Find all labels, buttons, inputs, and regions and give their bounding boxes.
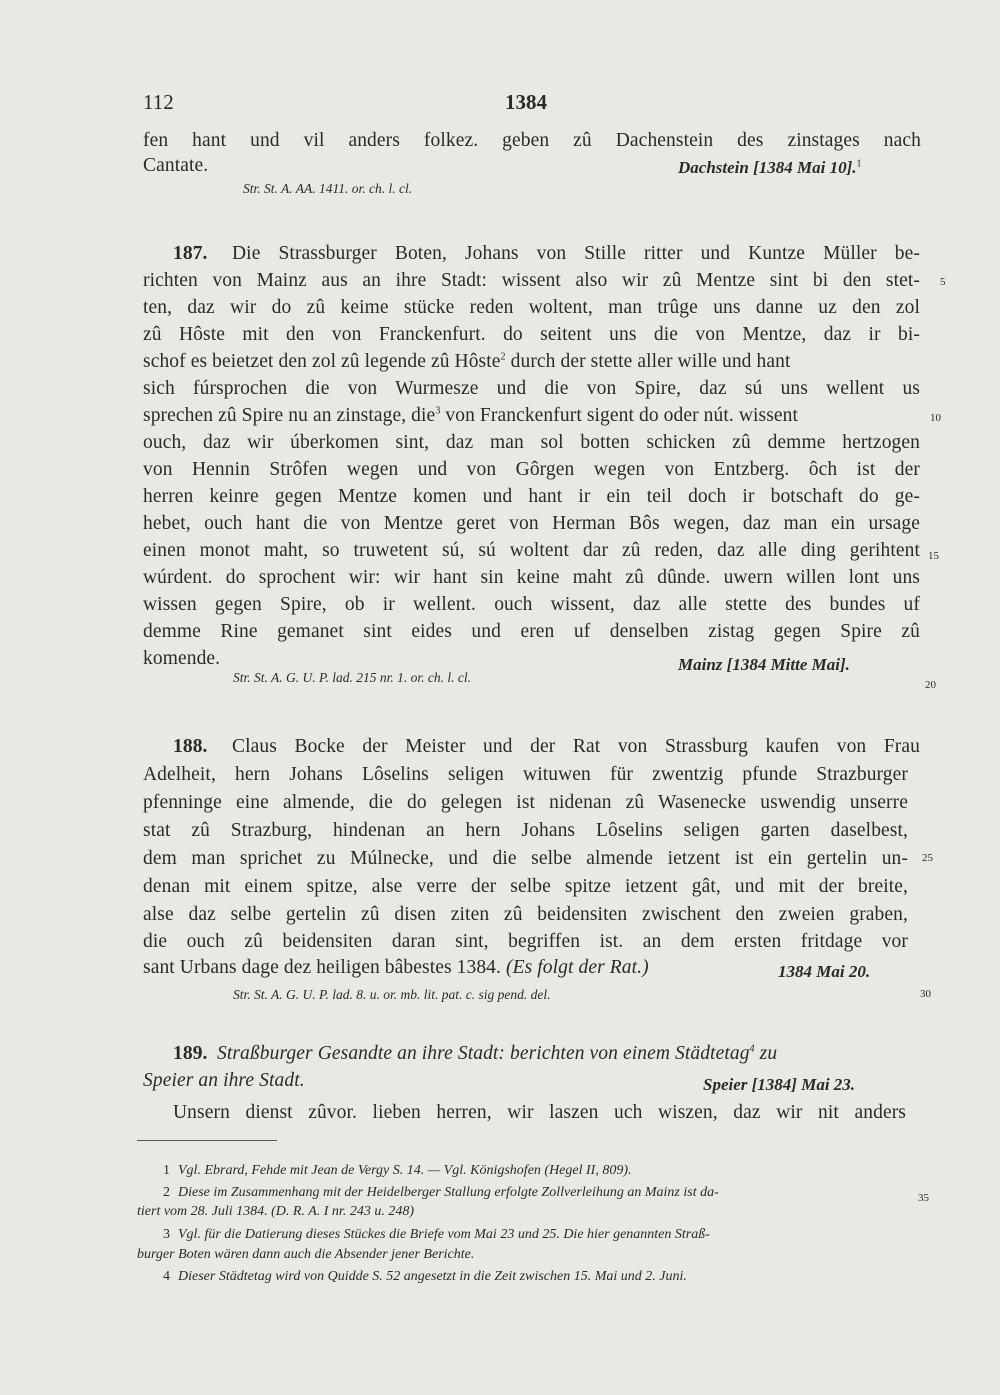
- text-line: Claus Bocke der Meister und der Rat von Strassburg kaufen von Frau: [232, 736, 920, 757]
- text-line: von Hennin Strôfen wegen und von Gôrgen wegen von Entzberg. ôch ist der: [143, 459, 920, 480]
- text-line: stat zû Strazburg, hindenan an hern Johans Lôselins seligen garten daselbest,: [143, 820, 908, 841]
- footnote: [163, 1227, 710, 1243]
- regest-heading: Speier an ihre Stadt.: [143, 1070, 305, 1091]
- text-fragment: schof es beietzet den zol zû legende zû Hôste: [143, 351, 501, 372]
- text-line: pfenninge eine almende, die do gelegen ist nidenan zû Wasenecke uswendig unserre: [143, 792, 908, 813]
- document-number: 188.: [173, 736, 208, 757]
- text-line: [143, 351, 790, 373]
- footnote-text: Vgl. Ebrard, Fehde mit Jean de Vergy S. 14. — Vgl. Königshofen (Hegel II, 809).: [178, 1163, 632, 1178]
- text-line: die ouch zû beidensiten daran sint, begriffen ist. an dem ersten fritdage vor: [143, 931, 908, 952]
- page-number: 112: [143, 90, 174, 114]
- footnote-ref: 1: [856, 158, 862, 170]
- footnote-mark: 3: [163, 1227, 170, 1242]
- footnote-mark: 1: [163, 1163, 170, 1178]
- footnote-ref: 2: [500, 351, 506, 363]
- text-line: fen hant und vil anders folkez. geben zû Dachenstein des zinstages nach: [143, 130, 921, 151]
- text-line: hebet, ouch hant die von Mentze geret von Herman Bôs wegen, daz man ein ursage: [143, 513, 920, 534]
- text-line: herren keinre gegen Mentze komen und hant ir ein teil doch ir botschaft do ge-: [143, 486, 920, 507]
- text-fragment-italic: (Es folgt der Rat.): [505, 957, 649, 978]
- text-line: ouch, daz wir úberkomen sint, daz man sol botten schicken zû demme hertzogen: [143, 432, 920, 453]
- footnote-ref: 3: [435, 405, 441, 417]
- dating: Speier [1384] Mai 23.: [703, 1075, 856, 1094]
- regest-heading: [217, 1043, 777, 1065]
- text-line: Unsern dienst zûvor. lieben herren, wir laszen uch wiszen, daz wir nit anders: [173, 1102, 906, 1123]
- dating: Mainz [1384 Mitte Mai].: [678, 655, 850, 674]
- text-line: [143, 405, 798, 427]
- text-line: wissen gegen Spire, ob ir wellent. ouch wissent, daz alle stette des bundes uf: [143, 594, 920, 615]
- dating-text: Dachstein [1384 Mai 10].: [678, 158, 857, 177]
- dating: [678, 158, 862, 178]
- heading-text: Straßburger Gesandte an ihre Stadt: berichten von einem Städtetag: [217, 1043, 750, 1064]
- text-line: denan mit einem spitze, alse verre der selbe spitze ietzent gât, und mit der breite,: [143, 876, 908, 897]
- footnote-mark: 2: [163, 1185, 170, 1200]
- source-citation: Str. St. A. G. U. P. lad. 8. u. or. mb. lit. pat. c. sig pend. del.: [233, 987, 551, 1002]
- text-line: Adelheit, hern Johans Lôselins seligen wituwen für zwentzig pfunde Strazburger: [143, 764, 908, 785]
- text-fragment: sprechen zû Spire nu an zinstage, die: [143, 405, 436, 426]
- text-line: alse daz selbe gertelin zû disen ziten zû beidensiten zwischent den zweien graben,: [143, 904, 908, 925]
- text-line: einen monot maht, so truwetent sú, sú woltent dar zû reden, daz alle ding gerihtent: [143, 540, 920, 561]
- footnote: [163, 1185, 719, 1201]
- line-number: 15: [928, 550, 939, 562]
- text-fragment: durch der stette aller wille und hant: [510, 351, 791, 372]
- text-line: sich fúrsprochen die von Wurmesze und die von Spire, daz sú uns wellent us: [143, 378, 920, 399]
- footnote-text: Dieser Städtetag wird von Quidde S. 52 angesetzt in die Zeit zwischen 15. Mai und 2. Juni.: [178, 1269, 687, 1284]
- text-line: Cantate.: [143, 155, 209, 176]
- text-line: dem man sprichet zu Múlnecke, und die selbe almende ietzent ist ein gertelin un-: [143, 848, 908, 869]
- line-number: 20: [925, 679, 936, 691]
- source-citation: Str. St. A. AA. 1411. or. ch. l. cl.: [243, 181, 413, 196]
- line-number: 35: [918, 1192, 929, 1204]
- line-number: 10: [930, 412, 941, 424]
- heading-text-end: zu: [759, 1043, 778, 1064]
- footnote-continuation: burger Boten wären dann auch die Absender jener Berichte.: [137, 1247, 475, 1262]
- text-line: zû Hôste mit den von Franckenfurt. do seitent uns die von Mentze, daz ir bi-: [143, 324, 920, 345]
- running-year: 1384: [505, 90, 547, 114]
- text-fragment: von Franckenfurt sigent do oder nút. wissent: [445, 405, 799, 426]
- text-line: komende.: [143, 648, 221, 669]
- line-number: 30: [920, 988, 931, 1000]
- document-number: 187.: [173, 243, 208, 264]
- footnote-text: Diese im Zusammenhang mit der Heidelberger Stallung erfolgte Zollverleihung an Mainz ist da-: [178, 1185, 719, 1200]
- text-line: ten, daz wir do zû keime stücke reden woltent, man trûge uns danne uz den zol: [143, 297, 920, 318]
- text-line: Die Strassburger Boten, Johans von Stille ritter und Kuntze Müller be-: [232, 243, 920, 264]
- footnote-divider: [137, 1140, 277, 1141]
- text-line: wúrdent. do sprochent wir: wir hant sin keine maht zû dûnde. uwern willen lont uns: [143, 567, 920, 588]
- line-number: 5: [940, 276, 946, 288]
- footnote-ref: 4: [749, 1043, 755, 1055]
- footnote-continuation: tiert vom 28. Juli 1384. (D. R. A. I nr. 243 u. 248): [137, 1204, 414, 1219]
- text-line: [143, 957, 649, 979]
- footnote-text: Vgl. für die Datierung dieses Stückes die Briefe vom Mai 23 und 25. Die hier genannten Straß-: [178, 1227, 710, 1242]
- footnote: [163, 1269, 687, 1285]
- text-line: richten von Mainz aus an ihre Stadt: wissent also wir zû Mentze sint bi den stet-: [143, 270, 920, 291]
- document-number: 189.: [173, 1043, 208, 1064]
- source-citation: Str. St. A. G. U. P. lad. 215 nr. 1. or. ch. l. cl.: [233, 670, 472, 685]
- text-line: demme Rine gemanet sint eides und eren uf denselben zistag gegen Spire zû: [143, 621, 920, 642]
- text-fragment: sant Urbans dage dez heiligen bâbestes 1384.: [143, 957, 501, 978]
- footnote: [163, 1163, 631, 1179]
- footnote-mark: 4: [163, 1269, 170, 1284]
- line-number: 25: [922, 852, 933, 864]
- dating: 1384 Mai 20.: [778, 962, 871, 981]
